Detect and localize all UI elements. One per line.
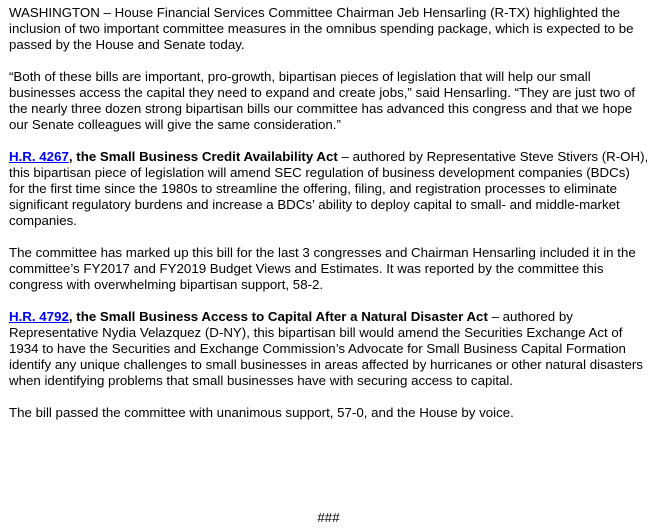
bill-4792-link[interactable]: H.R. 4792 xyxy=(9,309,69,324)
press-release-body xyxy=(9,5,649,437)
bill-4792-paragraph xyxy=(9,309,649,389)
bill-4267-title: , the Small Business Credit Availability Act xyxy=(68,149,338,164)
bill-4792-title: , the Small Business Access to Capital After a Natural Disaster Act xyxy=(68,309,488,324)
bill-4267-note-paragraph: The committee has marked up this bill for the last 3 congresses and Chairman Hensarling included it in the committee’s FY2017 and FY2019 Budget Views and Estimates. It was reported by the committee this congress with overwhelming bipartisan support, 58-2. xyxy=(9,245,636,292)
bill-4267-link[interactable]: H.R. 4267 xyxy=(9,149,69,164)
bill-4267-paragraph xyxy=(9,149,649,229)
quote-paragraph: “Both of these bills are important, pro-growth, bipartisan pieces of legislation that will help our small businesses access the capital they need to expand and create jobs,” said Hensarling. “They are just two of the nearly three dozen strong bipartisan bills our committee has advanced this congress and that we hope our Senate colleagues will give the same consideration.” xyxy=(9,69,636,132)
bill-4792-description: – authored by Representative Nydia Velazquez (D-NY), this bipartisan bill would amend the Securities Exchange Act of 1934 to have the Securities and Exchange Commission’s Advocate for Small Business Capital Formation identify any unique challenges to small businesses in areas affected by hurricanes or other natural disasters when identifying problems that small businesses have with securing access to capital. xyxy=(9,309,643,388)
bill-4267-description: – authored by Representative Steve Stivers (R-OH), this bipartisan piece of legislation will amend SEC regulation of business development companies (BDCs) for the first time since the 1980s to streamline the offering, filing, and registration processes to eliminate significant regulatory burdens and increase a BDCs’ ability to deploy capital to small- and middle-market companies. xyxy=(9,149,649,228)
end-of-release-mark: ### xyxy=(317,510,340,525)
bill-4792-note-paragraph: The bill passed the committee with unanimous support, 57-0, and the House by voice. xyxy=(9,405,514,420)
intro-paragraph: WASHINGTON – House Financial Services Committee Chairman Jeb Hensarling (R-TX) highlighted the inclusion of two important committee measures in the omnibus spending package, which is expected to be passed by the House and Senate today. xyxy=(9,5,634,52)
